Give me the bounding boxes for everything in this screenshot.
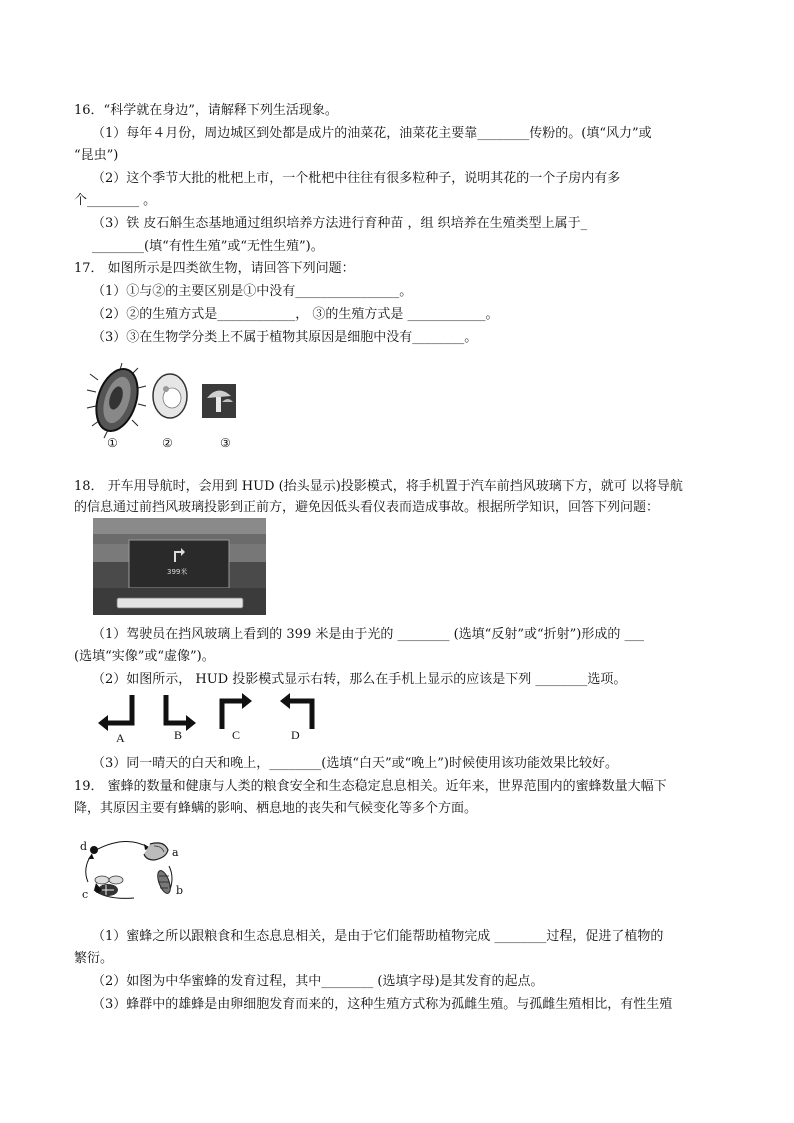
q18-part2: （2）如图所示， HUD 投影模式显示右转，那么在手机上显示的应该是下列 ________选项。 (92, 672, 627, 687)
q17-part3: （3）③在生物学分类上不属于植物其原因是细胞中没有________。 (92, 330, 478, 345)
hud-distance-text: 399米 (167, 568, 188, 576)
q18-part3: （3）同一晴天的白天和晚上，________(选填“白天”或“晚上”)时候使用该功能效果比较好。 (92, 756, 618, 771)
bacterium-illustration (87, 363, 146, 438)
organism-label-2: ② (162, 436, 173, 450)
q16-part3-line1: （3）铁 皮石斛生态基地通过组织培养方法进行育种苗 ，组 织培养在生殖类型上属于_ (92, 216, 588, 231)
q18-part1-line1: （1）驾驶员在挡风玻璃上看到的 399 米是由于光的 ________ (选填“反射”或“折射”)形成的 ___ (92, 627, 644, 642)
arrow-options-svg (94, 691, 324, 731)
pupa-stage-icon (155, 869, 173, 895)
q19-part1-line1: （1）蜜蜂之所以跟粮食和生态息息相关，是由于它们能帮助植物完成 ________过程，促进了植物的 (92, 929, 664, 944)
organisms-figure (86, 362, 256, 458)
larva-stage-icon (144, 843, 168, 860)
q16-part3-line2: ________(填“有性生殖”或“无性生殖”)。 (92, 239, 324, 254)
arrow-options-figure (94, 691, 324, 745)
option-c-label: C (232, 728, 241, 742)
option-a-label: A (116, 731, 125, 745)
q17-part1: （1）①与②的主要区别是①中没有________________。 (92, 284, 413, 299)
option-b-label: B (174, 728, 183, 742)
q18-part1-line2: (选填“实像”或“虚像”)。 (74, 649, 215, 664)
bee-lifecycle-figure (76, 834, 196, 910)
stage-label-b: b (176, 884, 184, 897)
hud-photo (93, 518, 266, 615)
mushroom-illustration (202, 384, 236, 418)
q19-title-line2: 降，其原因主要有蜂螨的影响、栖息地的丧失和气候变化等多个方面。 (74, 801, 478, 816)
option-c-arrow-icon (222, 693, 252, 729)
option-d-arrow-icon (280, 693, 312, 729)
stage-label-d: d (80, 840, 88, 853)
organism-label-1: ① (107, 436, 118, 450)
q17-title: 17． 如图所示是四类欲生物，请回答下列问题： (74, 261, 355, 276)
stage-label-c: c (82, 888, 89, 901)
q19-part2: （2）如图为中华蜜蜂的发育过程，其中________ (选填字母)是其发育的起点。 (92, 974, 544, 989)
q19-part1-line2: 繁衍。 (74, 951, 114, 966)
q18-title-line1: 18． 开车用导航时，会用到 HUD (抬头显示)投影模式，将手机置于汽车前挡风玻璃下方，就可 以将导航 (74, 479, 683, 494)
q16-part1-line1: （1）每年４月份，周边城区到处都是成片的油菜花，油菜花主要靠________传粉的。(填“风力”或 (92, 126, 652, 141)
q16-title: 16．“科学就在身边”，请解释下列生活现象。 (74, 103, 338, 118)
egg-stage-icon (90, 846, 98, 854)
option-a-arrow-icon (98, 695, 132, 731)
q16-part2-line1: （2）这个季节大批的枇杷上市，一个枇杷中往往有很多粒种子，说明其花的一个子房内有多 (92, 171, 621, 186)
q17-part2: （2）②的生殖方式是____________， ③的生殖方式是 ____________。 (92, 307, 499, 322)
q19-title-line1: 19． 蜜蜂的数量和健康与人类的粮食安全和生态稳定息息相关。近年来，世界范围内的蜜蜂数量大幅下 (74, 779, 667, 794)
q19-part3: （3）蜂群中的雄蜂是由卵细胞发育而来的，这种生殖方式称为孤雌生殖。与孤雌生殖相比，有性生殖 (92, 997, 673, 1012)
option-b-arrow-icon (166, 695, 196, 731)
option-d-label: D (291, 728, 300, 742)
q18-title-line2: 的信息通过前挡风玻璃投影到正前方，避免因低头看仪表而造成事故。根据所学知识，回答下列问题： (74, 500, 660, 515)
q16-part1-line2: “昆虫”) (74, 148, 119, 163)
hud-photo-svg (93, 518, 266, 615)
stage-label-a: a (172, 846, 179, 859)
organism-label-3: ③ (220, 436, 231, 450)
q16-part2-line2: 个________ 。 (74, 193, 157, 208)
yeast-cell-illustration (153, 374, 187, 418)
